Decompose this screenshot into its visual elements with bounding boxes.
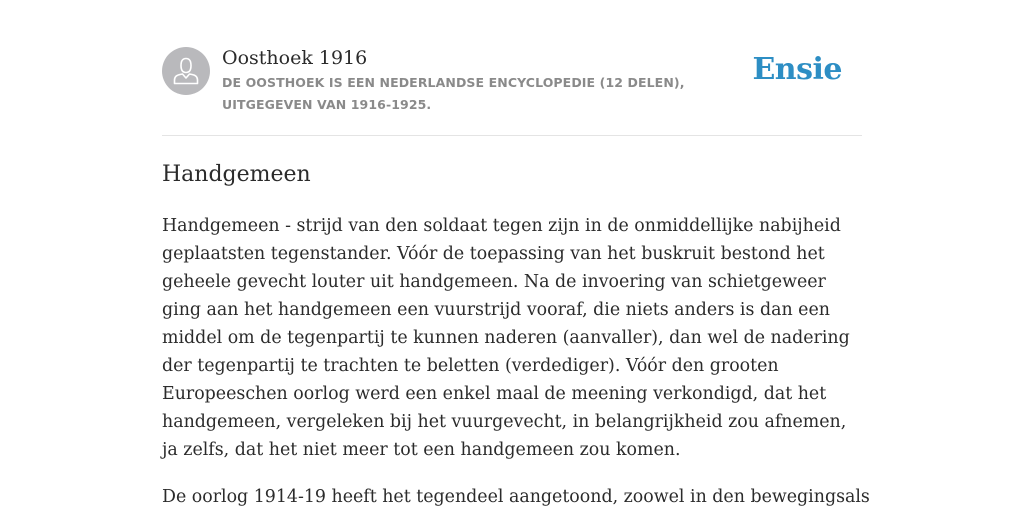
article-paragraph: Handgemeen - strijd van den soldaat tegen zijn in de onmiddellijke nabijheid geplaatsten tegenstander. Vóór de toepassing van het buskruit bestond het geheele gevecht louter uit handgemeen. Na de invoering van schietgeweer ging aan het handgemeen een vuurstrijd vooraf, die niets anders is dan een middel om de tegenpartij te kunnen naderen (aanvaller), dan wel de nadering der tegenpartij te trachten te beletten (verdediger). Vóór den grooten Europeeschen oorlog werd een enkel maal de meening verkondigd, dat het handgemeen, vergeleken bij het vuurgevecht, in belangrijkheid zou afnemen, ja zelfs, dat het niet meer tot een handgemeen zou komen. <box>162 216 850 460</box>
brand-logo[interactable]: Ensie <box>752 52 842 87</box>
user-icon <box>162 47 210 95</box>
avatar[interactable] <box>162 47 210 95</box>
article-title: Handgemeen <box>162 162 311 187</box>
source-description: DE OOSTHOEK IS EEN NEDERLANDSE ENCYCLOPEDIE (12 DELEN), UITGEGEVEN VAN 1916-1925. <box>222 75 685 112</box>
article-paragraph: De oorlog 1914-19 heeft het tegendeel aangetoond, zoowel in den bewegingsals <box>162 487 870 507</box>
header-divider <box>162 135 862 136</box>
source-title[interactable]: Oosthoek 1916 <box>222 47 368 69</box>
source-header <box>162 46 862 136</box>
